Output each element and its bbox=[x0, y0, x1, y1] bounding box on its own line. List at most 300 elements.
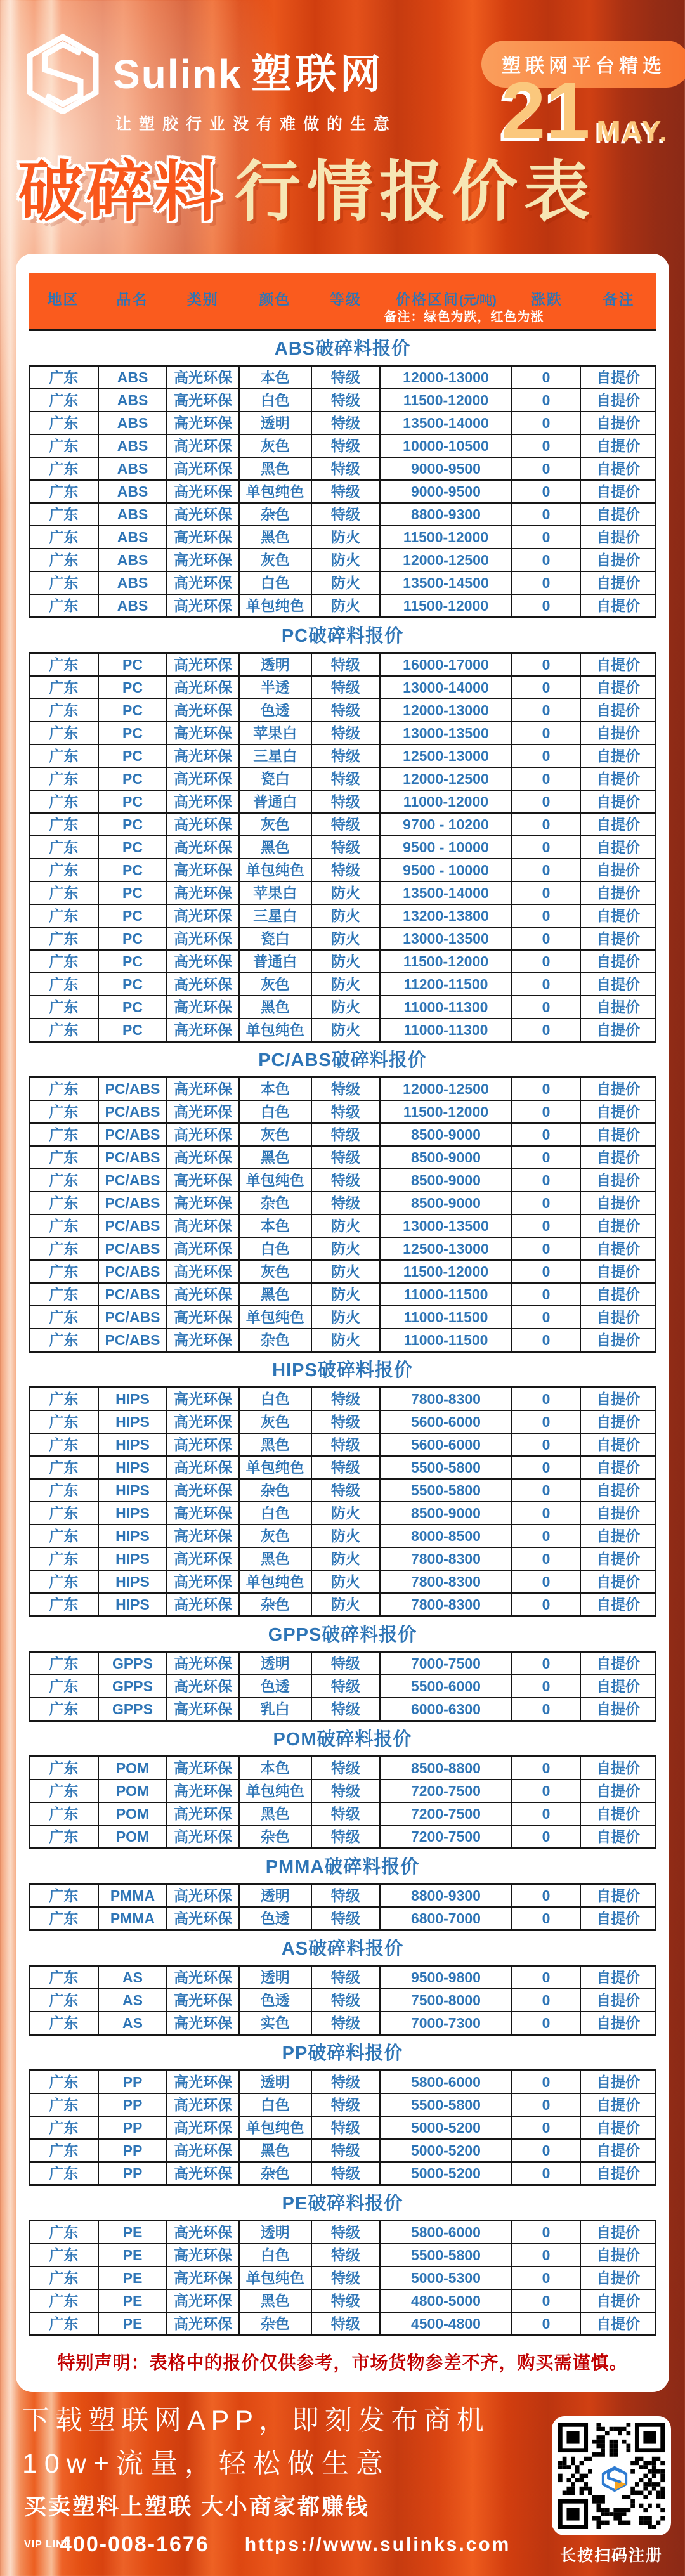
table-cell: 透明 bbox=[240, 412, 312, 434]
table-cell: 特级 bbox=[312, 2221, 381, 2243]
table-cell: 高光环保 bbox=[167, 526, 240, 548]
table-cell: 高光环保 bbox=[167, 2071, 240, 2093]
table-cell: 特级 bbox=[312, 1967, 381, 1988]
table-cell: 自提价 bbox=[581, 928, 656, 949]
table-cell: 广东 bbox=[30, 677, 99, 698]
table-row bbox=[29, 951, 656, 973]
table-cell: 0 bbox=[512, 1826, 582, 1847]
table-cell: 高光环保 bbox=[167, 905, 240, 927]
table-cell: 自提价 bbox=[581, 1192, 656, 1214]
table-cell: 防火 bbox=[312, 1594, 381, 1615]
table-cell: 0 bbox=[512, 1675, 582, 1697]
table-cell: 广东 bbox=[30, 2290, 99, 2312]
qr-center-logo-icon bbox=[594, 2458, 629, 2494]
platform-badge: 塑联网平台精选 bbox=[481, 41, 685, 88]
table-cell: 0 bbox=[512, 1757, 582, 1779]
table-cell: 单包纯色 bbox=[240, 1457, 312, 1478]
table-cell: 自提价 bbox=[581, 1078, 656, 1100]
section-title: PC/ABS破碎料报价 bbox=[258, 1050, 427, 1070]
table-cell: 9700 - 10200 bbox=[381, 814, 512, 835]
table-cell: 高光环保 bbox=[167, 1502, 240, 1524]
table-cell: 广东 bbox=[30, 1653, 99, 1674]
table-cell: 0 bbox=[512, 1594, 582, 1615]
table-cell: 0 bbox=[512, 2267, 582, 2289]
table-cell: 特级 bbox=[312, 1480, 381, 1501]
table-cell: 特级 bbox=[312, 722, 381, 744]
table-cell: 半透 bbox=[240, 677, 312, 698]
table-row bbox=[29, 791, 656, 814]
qr-code[interactable] bbox=[552, 2416, 671, 2535]
table-cell: 广东 bbox=[30, 1284, 99, 1305]
table-cell: 0 bbox=[512, 1329, 582, 1351]
table-cell: PC bbox=[99, 836, 168, 858]
table-cell: 广东 bbox=[30, 745, 99, 767]
table-row bbox=[29, 1169, 656, 1192]
table-row bbox=[29, 2094, 656, 2117]
table-cell: 13000-14000 bbox=[381, 677, 512, 698]
table-row bbox=[29, 1261, 656, 1284]
table-cell: 防火 bbox=[312, 1261, 381, 1282]
table-cell: 自提价 bbox=[581, 1675, 656, 1697]
table-cell: 高光环保 bbox=[167, 504, 240, 525]
table-cell: 高光环保 bbox=[167, 654, 240, 675]
table-cell: 特级 bbox=[312, 2071, 381, 2093]
table-row bbox=[29, 2012, 656, 2034]
table-cell: 广东 bbox=[30, 2313, 99, 2334]
table-cell: 广东 bbox=[30, 859, 99, 881]
table-cell: 0 bbox=[512, 1238, 582, 1259]
table-cell: PE bbox=[99, 2221, 168, 2243]
table-cell: 广东 bbox=[30, 2094, 99, 2116]
table-cell: 0 bbox=[512, 1019, 582, 1041]
table-cell: 4800-5000 bbox=[381, 2290, 512, 2312]
table-cell: 自提价 bbox=[581, 481, 656, 502]
table-cell: 单包纯色 bbox=[240, 1780, 312, 1802]
table-cell: 特级 bbox=[312, 1675, 381, 1697]
table-cell: 0 bbox=[512, 1078, 582, 1100]
table-cell: 广东 bbox=[30, 595, 99, 616]
table-cell: 广东 bbox=[30, 2221, 99, 2243]
table-cell: 自提价 bbox=[581, 814, 656, 835]
vip-line-label: VIP LINE bbox=[24, 2539, 72, 2550]
table-row bbox=[29, 1502, 656, 1525]
table-row bbox=[29, 572, 656, 595]
table-row bbox=[29, 836, 656, 859]
table-cell: 广东 bbox=[30, 768, 99, 790]
table-cell: 自提价 bbox=[581, 1780, 656, 1802]
price-table bbox=[29, 1386, 656, 1617]
table-cell: 自提价 bbox=[581, 1967, 656, 1988]
table-cell: 自提价 bbox=[581, 1698, 656, 1720]
table-cell: 防火 bbox=[312, 996, 381, 1018]
table-row bbox=[29, 699, 656, 722]
table-cell: 广东 bbox=[30, 654, 99, 675]
table-cell: 广东 bbox=[30, 1388, 99, 1410]
table-cell: 特级 bbox=[312, 2313, 381, 2334]
table-cell: 0 bbox=[512, 412, 582, 434]
table-cell: 0 bbox=[512, 2290, 582, 2312]
table-cell: 特级 bbox=[312, 389, 381, 411]
table-cell: 广东 bbox=[30, 1594, 99, 1615]
table-cell: 普通白 bbox=[240, 951, 312, 972]
table-cell: 高光环保 bbox=[167, 1457, 240, 1478]
table-cell: 特级 bbox=[312, 2244, 381, 2266]
table-cell: 自提价 bbox=[581, 595, 656, 616]
table-cell: 高光环保 bbox=[167, 928, 240, 949]
price-table bbox=[29, 1076, 656, 1353]
table-cell: HIPS bbox=[99, 1457, 168, 1478]
table-cell: HIPS bbox=[99, 1434, 168, 1455]
table-cell: 11500-12000 bbox=[381, 526, 512, 548]
table-cell: 8800-9300 bbox=[381, 504, 512, 525]
table-row bbox=[29, 1480, 656, 1502]
table-cell: 广东 bbox=[30, 836, 99, 858]
table-cell: ABS bbox=[99, 389, 168, 411]
table-cell: 0 bbox=[512, 1388, 582, 1410]
table-cell: 高光环保 bbox=[167, 1571, 240, 1592]
table-cell: 自提价 bbox=[581, 1019, 656, 1041]
table-cell: 特级 bbox=[312, 1078, 381, 1100]
table-cell: 自提价 bbox=[581, 1284, 656, 1305]
table-cell: 自提价 bbox=[581, 1329, 656, 1351]
table-cell: 自提价 bbox=[581, 1502, 656, 1524]
table-cell: 0 bbox=[512, 1989, 582, 2011]
table-cell: 广东 bbox=[30, 1411, 99, 1433]
table-cell: 特级 bbox=[312, 1411, 381, 1433]
footer bbox=[0, 2367, 685, 2576]
table-row bbox=[29, 654, 656, 677]
table-cell: 特级 bbox=[312, 677, 381, 698]
table-cell: 特级 bbox=[312, 481, 381, 502]
table-cell: 广东 bbox=[30, 1078, 99, 1100]
table-cell: 高光环保 bbox=[167, 973, 240, 995]
table-cell: 灰色 bbox=[240, 1261, 312, 1282]
table-cell: 自提价 bbox=[581, 1908, 656, 1929]
section-title: GPPS破碎料报价 bbox=[268, 1625, 417, 1645]
table-cell: 自提价 bbox=[581, 526, 656, 548]
table-row bbox=[29, 1306, 656, 1329]
table-cell: 防火 bbox=[312, 1306, 381, 1328]
table-row bbox=[29, 1329, 656, 1351]
table-row bbox=[29, 2244, 656, 2267]
table-cell: 广东 bbox=[30, 1525, 99, 1547]
table-cell: 高光环保 bbox=[167, 768, 240, 790]
table-cell: 黑色 bbox=[240, 2290, 312, 2312]
col-color: 颜色 bbox=[259, 291, 291, 308]
table-cell: 广东 bbox=[30, 435, 99, 457]
table-cell: ABS bbox=[99, 412, 168, 434]
table-cell: 单包纯色 bbox=[240, 481, 312, 502]
table-cell: 防火 bbox=[312, 572, 381, 594]
table-cell: 0 bbox=[512, 481, 582, 502]
table-cell: 自提价 bbox=[581, 654, 656, 675]
table-cell: 特级 bbox=[312, 1757, 381, 1779]
table-cell: 11000-11300 bbox=[381, 996, 512, 1018]
table-row bbox=[29, 2313, 656, 2334]
date-day: 21 bbox=[501, 66, 590, 155]
table-cell: 12500-13000 bbox=[381, 745, 512, 767]
table-cell: 8500-8800 bbox=[381, 1757, 512, 1779]
brand-en: Sulink bbox=[113, 51, 243, 97]
table-cell: 广东 bbox=[30, 1215, 99, 1237]
table-cell: 0 bbox=[512, 526, 582, 548]
table-cell: 广东 bbox=[30, 1502, 99, 1524]
table-cell: 5500-6000 bbox=[381, 1675, 512, 1697]
table-cell: 0 bbox=[512, 549, 582, 571]
table-cell: 高光环保 bbox=[167, 458, 240, 479]
table-cell: 特级 bbox=[312, 1653, 381, 1674]
table-cell: 0 bbox=[512, 745, 582, 767]
table-cell: 特级 bbox=[312, 859, 381, 881]
table-cell: 防火 bbox=[312, 549, 381, 571]
table-cell: 自提价 bbox=[581, 1169, 656, 1191]
table-row bbox=[29, 1571, 656, 1594]
table-cell: 广东 bbox=[30, 1757, 99, 1779]
table-cell: 13500-14000 bbox=[381, 412, 512, 434]
table-cell: 高光环保 bbox=[167, 481, 240, 502]
table-cell: 高光环保 bbox=[167, 2267, 240, 2289]
table-cell: 防火 bbox=[312, 1329, 381, 1351]
table-cell: 广东 bbox=[30, 1101, 99, 1122]
footer-line2: 10w+流量，轻松做生意 bbox=[22, 2449, 390, 2479]
table-cell: 特级 bbox=[312, 1101, 381, 1122]
table-cell: 广东 bbox=[30, 699, 99, 721]
table-cell: PC/ABS bbox=[99, 1306, 168, 1328]
table-row bbox=[29, 1653, 656, 1675]
table-cell: 高光环保 bbox=[167, 859, 240, 881]
table-header bbox=[29, 273, 656, 331]
table-cell: 高光环保 bbox=[167, 699, 240, 721]
table-cell: 广东 bbox=[30, 2071, 99, 2093]
table-cell: 广东 bbox=[30, 905, 99, 927]
table-row bbox=[29, 504, 656, 526]
table-cell: 白色 bbox=[240, 1502, 312, 1524]
footer-line3: 买卖塑料上塑联 大小商家都赚钱 bbox=[24, 2495, 370, 2520]
table-cell: 高光环保 bbox=[167, 1101, 240, 1122]
table-cell: 7800-8300 bbox=[381, 1594, 512, 1615]
table-cell: 广东 bbox=[30, 1124, 99, 1145]
table-cell: 5000-5200 bbox=[381, 2117, 512, 2138]
table-cell: 本色 bbox=[240, 1757, 312, 1779]
table-cell: 灰色 bbox=[240, 1124, 312, 1145]
table-cell: 0 bbox=[512, 1480, 582, 1501]
table-cell: 本色 bbox=[240, 1078, 312, 1100]
table-cell: 广东 bbox=[30, 1780, 99, 1802]
table-cell: 广东 bbox=[30, 2012, 99, 2034]
table-cell: 自提价 bbox=[581, 1525, 656, 1547]
table-row bbox=[29, 1457, 656, 1480]
table-row bbox=[29, 1284, 656, 1306]
table-cell: 特级 bbox=[312, 2163, 381, 2184]
table-cell: 广东 bbox=[30, 389, 99, 411]
table-row bbox=[29, 2071, 656, 2094]
table-cell: 高光环保 bbox=[167, 435, 240, 457]
table-cell: 7800-8300 bbox=[381, 1548, 512, 1570]
table-cell: 自提价 bbox=[581, 1757, 656, 1779]
table-cell: 防火 bbox=[312, 1548, 381, 1570]
table-cell: 自提价 bbox=[581, 2012, 656, 2034]
table-cell: 广东 bbox=[30, 1019, 99, 1041]
table-cell: 自提价 bbox=[581, 2071, 656, 2093]
table-cell: 0 bbox=[512, 2163, 582, 2184]
table-cell: POM bbox=[99, 1780, 168, 1802]
table-row bbox=[29, 1147, 656, 1169]
table-cell: 高光环保 bbox=[167, 1989, 240, 2011]
table-cell: 广东 bbox=[30, 1548, 99, 1570]
table-cell: 黑色 bbox=[240, 1548, 312, 1570]
table-cell: 特级 bbox=[312, 814, 381, 835]
table-cell: 黑色 bbox=[240, 996, 312, 1018]
table-cell: 黑色 bbox=[240, 1147, 312, 1168]
table-cell: 高光环保 bbox=[167, 1757, 240, 1779]
table-cell: 广东 bbox=[30, 996, 99, 1018]
table-row bbox=[29, 412, 656, 435]
table-cell: 0 bbox=[512, 2221, 582, 2243]
table-cell: 自提价 bbox=[581, 791, 656, 812]
table-cell: 特级 bbox=[312, 412, 381, 434]
table-cell: 自提价 bbox=[581, 2267, 656, 2289]
table-cell: 广东 bbox=[30, 572, 99, 594]
table-cell: PP bbox=[99, 2117, 168, 2138]
table-cell: 杂色 bbox=[240, 1329, 312, 1351]
table-cell: 广东 bbox=[30, 1169, 99, 1191]
table-cell: 高光环保 bbox=[167, 549, 240, 571]
col-grade: 等级 bbox=[329, 291, 362, 308]
table-cell: PMMA bbox=[99, 1908, 168, 1929]
date-month: MAY. bbox=[596, 115, 669, 148]
table-cell: 黑色 bbox=[240, 526, 312, 548]
table-cell: 三星白 bbox=[240, 905, 312, 927]
table-cell: 自提价 bbox=[581, 1147, 656, 1168]
table-cell: 灰色 bbox=[240, 549, 312, 571]
table-cell: 广东 bbox=[30, 951, 99, 972]
table-cell: 单包纯色 bbox=[240, 1019, 312, 1041]
table-cell: 防火 bbox=[312, 1571, 381, 1592]
table-cell: 7000-7300 bbox=[381, 2012, 512, 2034]
table-cell: 自提价 bbox=[581, 1261, 656, 1282]
table-cell: 0 bbox=[512, 1885, 582, 1906]
table-cell: 11000-11300 bbox=[381, 1019, 512, 1041]
table-cell: 12000-12500 bbox=[381, 549, 512, 571]
table-cell: 特级 bbox=[312, 2290, 381, 2312]
table-row bbox=[29, 905, 656, 928]
table-cell: 5000-5200 bbox=[381, 2140, 512, 2161]
price-table bbox=[29, 2220, 656, 2336]
table-cell: HIPS bbox=[99, 1388, 168, 1410]
table-cell: 自提价 bbox=[581, 549, 656, 571]
table-cell: HIPS bbox=[99, 1571, 168, 1592]
table-cell: 6000-6300 bbox=[381, 1698, 512, 1720]
table-cell: PC/ABS bbox=[99, 1329, 168, 1351]
table-row bbox=[29, 745, 656, 768]
table-cell: 高光环保 bbox=[167, 1525, 240, 1547]
table-cell: 特级 bbox=[312, 699, 381, 721]
table-cell: 0 bbox=[512, 928, 582, 949]
table-cell: 高光环保 bbox=[167, 1147, 240, 1168]
table-cell: 高光环保 bbox=[167, 2094, 240, 2116]
table-cell: 0 bbox=[512, 1147, 582, 1168]
table-cell: 0 bbox=[512, 951, 582, 972]
table-row bbox=[29, 1757, 656, 1780]
table-row bbox=[29, 1698, 656, 1720]
section-title: PC破碎料报价 bbox=[281, 626, 404, 646]
table-cell: 特级 bbox=[312, 836, 381, 858]
table-row bbox=[29, 1388, 656, 1411]
table-cell: 本色 bbox=[240, 367, 312, 388]
table-cell: 特级 bbox=[312, 2012, 381, 2034]
col-product: 品名 bbox=[116, 291, 148, 308]
table-cell: 高光环保 bbox=[167, 722, 240, 744]
table-cell: 0 bbox=[512, 2313, 582, 2334]
table-cell: PC bbox=[99, 814, 168, 835]
table-cell: PP bbox=[99, 2071, 168, 2093]
website-url[interactable]: https://www.sulinks.com bbox=[244, 2534, 511, 2555]
table-cell: 黑色 bbox=[240, 1284, 312, 1305]
table-row bbox=[29, 2221, 656, 2244]
table-cell: 0 bbox=[512, 1571, 582, 1592]
table-cell: 苹果白 bbox=[240, 882, 312, 904]
table-cell: 防火 bbox=[312, 1238, 381, 1259]
table-cell: 5600-6000 bbox=[381, 1434, 512, 1455]
table-cell: 白色 bbox=[240, 1238, 312, 1259]
table-row bbox=[29, 1078, 656, 1101]
table-cell: 5000-5300 bbox=[381, 2267, 512, 2289]
table-cell: 广东 bbox=[30, 1908, 99, 1929]
section-title: PP破碎料报价 bbox=[282, 2043, 403, 2064]
table-cell: 0 bbox=[512, 677, 582, 698]
table-cell: 高光环保 bbox=[167, 2221, 240, 2243]
table-cell: 13000-13500 bbox=[381, 1215, 512, 1237]
table-row bbox=[29, 2163, 656, 2184]
table-cell: 高光环保 bbox=[167, 1780, 240, 1802]
table-cell: 高光环保 bbox=[167, 412, 240, 434]
page-title-rest: 行情报价表 bbox=[235, 155, 597, 229]
table-cell: 特级 bbox=[312, 1147, 381, 1168]
table-cell: 特级 bbox=[312, 1124, 381, 1145]
table-cell: 特级 bbox=[312, 1434, 381, 1455]
table-cell: 自提价 bbox=[581, 1885, 656, 1906]
price-table bbox=[29, 2069, 656, 2186]
table-cell: 7000-7500 bbox=[381, 1653, 512, 1674]
table-row bbox=[29, 1215, 656, 1238]
table-cell: 特级 bbox=[312, 1989, 381, 2011]
table-cell: ABS bbox=[99, 526, 168, 548]
table-cell: 9500 - 10000 bbox=[381, 859, 512, 881]
table-cell: 0 bbox=[512, 1284, 582, 1305]
table-cell: 广东 bbox=[30, 722, 99, 744]
table-cell: 11000-11500 bbox=[381, 1306, 512, 1328]
table-cell: 自提价 bbox=[581, 1388, 656, 1410]
table-cell: 单包纯色 bbox=[240, 2267, 312, 2289]
table-row bbox=[29, 2140, 656, 2163]
table-cell: ABS bbox=[99, 481, 168, 502]
table-cell: 自提价 bbox=[581, 951, 656, 972]
table-row bbox=[29, 526, 656, 549]
table-cell: 12500-13000 bbox=[381, 1238, 512, 1259]
table-cell: 0 bbox=[512, 996, 582, 1018]
table-cell: 自提价 bbox=[581, 504, 656, 525]
price-table bbox=[29, 365, 656, 618]
table-cell: 实色 bbox=[240, 2012, 312, 2034]
table-cell: 自提价 bbox=[581, 2163, 656, 2184]
table-cell: 特级 bbox=[312, 745, 381, 767]
table-cell: PP bbox=[99, 2140, 168, 2161]
brand-cn: 塑联网 bbox=[251, 51, 385, 97]
table-cell: 11500-12000 bbox=[381, 595, 512, 616]
table-cell: 5800-6000 bbox=[381, 2071, 512, 2093]
table-cell: 高光环保 bbox=[167, 1675, 240, 1697]
table-cell: 广东 bbox=[30, 1698, 99, 1720]
